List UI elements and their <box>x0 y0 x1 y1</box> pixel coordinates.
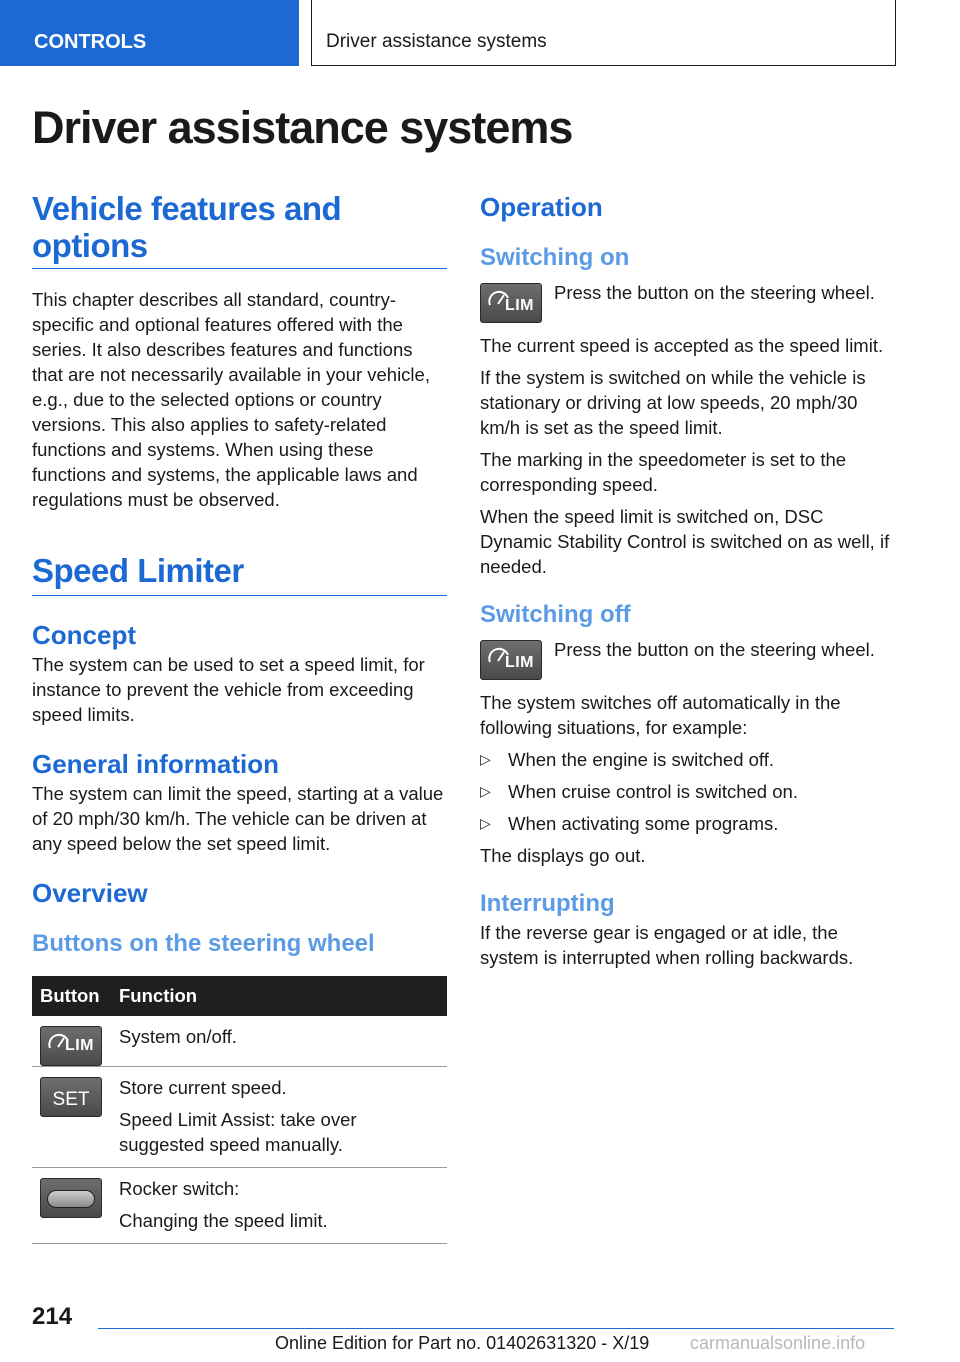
list-item-text: When activating some programs. <box>508 813 779 834</box>
function-line: Store current speed. <box>119 1077 287 1098</box>
list-item <box>480 747 895 772</box>
rocker-switch-icon <box>40 1178 102 1218</box>
vehicle-features-heading: Vehicle features and options <box>32 190 342 264</box>
concept-heading: Concept <box>32 620 136 650</box>
rocker-bar <box>47 1190 95 1208</box>
switching-on-text-4: When the speed limit is switched on, DSC Dynamic Stability Control is switched on as well, if needed. <box>480 506 890 577</box>
switching-off-text-2: The displays go out. <box>480 845 646 866</box>
header-chapter-tab: Driver assistance systems <box>311 0 896 66</box>
switching-on-button-text: Press the button on the steering wheel. <box>554 282 875 303</box>
set-label: SET <box>52 1089 90 1110</box>
general-information-heading: General information <box>32 749 280 779</box>
table-header-function: Function <box>111 976 447 1016</box>
switching-on-text-2: If the system is switched on while the vehicle is stationary or driving at low speeds, 20 mph/30 km/h is set as the speed limit. <box>480 367 866 438</box>
table-cell-icon <box>32 1067 111 1168</box>
list-item-text: When cruise control is switched on. <box>508 781 798 802</box>
switching-off-heading: Switching off <box>480 601 631 628</box>
function-line: System on/off. <box>119 1026 237 1047</box>
set-button-icon <box>40 1077 102 1117</box>
triangle-bullet-icon: ▷ <box>480 815 491 831</box>
table-cell-icon <box>32 1168 111 1244</box>
lim-label: LIM <box>64 1037 94 1054</box>
switching-on-heading: Switching on <box>480 244 630 271</box>
switching-off-text-1: The system switches off automatically in the following situations, for example: <box>480 692 841 738</box>
interrupting-heading: Interrupting <box>480 890 615 917</box>
table-row <box>32 1067 447 1168</box>
switching-on-text-1: The current speed is accepted as the speed limit. <box>480 335 884 356</box>
function-line: Changing the speed limit. <box>119 1210 328 1231</box>
speed-limiter-heading: Speed Limiter <box>32 552 447 596</box>
lim-button-icon <box>480 640 542 680</box>
switching-on-text-3: The marking in the speedometer is set to the corresponding speed. <box>480 449 847 495</box>
switching-off-button-text: Press the button on the steering wheel. <box>554 639 875 660</box>
vehicle-features-text: This chapter describes all standard, country-specific and optional features offered with the series. It also describes features and functions that are not necessarily available in your vehicle, e.g., due to the selected options or country versions. This also applies to safety-related functions and systems. When using these functions and systems, the applicable laws and regulations must be observed. <box>32 289 430 510</box>
heading-rule <box>32 268 447 269</box>
table-cell-function <box>111 1067 447 1168</box>
table-cell-function <box>111 1016 447 1067</box>
function-line: Rocker switch: <box>119 1178 240 1199</box>
lim-label: LIM <box>504 654 534 671</box>
operation-heading: Operation <box>480 192 603 222</box>
header-section-tab: CONTROLS <box>0 0 299 66</box>
triangle-bullet-icon: ▷ <box>480 783 491 799</box>
table-row <box>32 1168 447 1244</box>
buttons-steering-wheel-heading: Buttons on the steering wheel <box>32 930 375 957</box>
function-line: Speed Limit Assist: take over suggested speed manually. <box>119 1109 357 1155</box>
page-number: 214 <box>32 1303 73 1330</box>
list-item <box>480 779 895 804</box>
watermark: carmanualsonline.info <box>690 1333 866 1353</box>
table-cell-icon <box>32 1016 111 1067</box>
lim-label: LIM <box>504 297 534 314</box>
table-header-row <box>32 976 447 1016</box>
triangle-bullet-icon: ▷ <box>480 751 491 767</box>
buttons-table <box>32 976 447 1244</box>
lim-button-icon <box>480 283 542 323</box>
interrupting-text: If the reverse gear is engaged or at idle, the system is interrupted when rolling backwards. <box>480 922 854 968</box>
footer-rule <box>98 1328 894 1329</box>
switching-off-instruction <box>480 637 895 680</box>
list-item <box>480 811 895 836</box>
general-information-text: The system can limit the speed, starting at a value of 20 mph/30 km/h. The vehicle can be driven at any speed below the set speed limit. <box>32 783 444 854</box>
switching-on-instruction <box>480 280 895 323</box>
concept-text: The system can be used to set a speed limit, for instance to prevent the vehicle from exceeding speed limits. <box>32 654 425 725</box>
footer-edition: Online Edition for Part no. 01402631320 - X/19 <box>275 1333 650 1353</box>
left-column <box>32 190 447 1244</box>
right-column <box>480 190 895 970</box>
table-header-button: Button <box>32 976 111 1016</box>
lim-button-icon <box>40 1026 102 1066</box>
page-title: Driver assistance systems <box>32 102 573 153</box>
overview-heading: Overview <box>32 878 148 908</box>
table-cell-function <box>111 1168 447 1244</box>
list-item-text: When the engine is switched off. <box>508 749 775 770</box>
table-row <box>32 1016 447 1067</box>
switching-off-list <box>480 747 895 836</box>
